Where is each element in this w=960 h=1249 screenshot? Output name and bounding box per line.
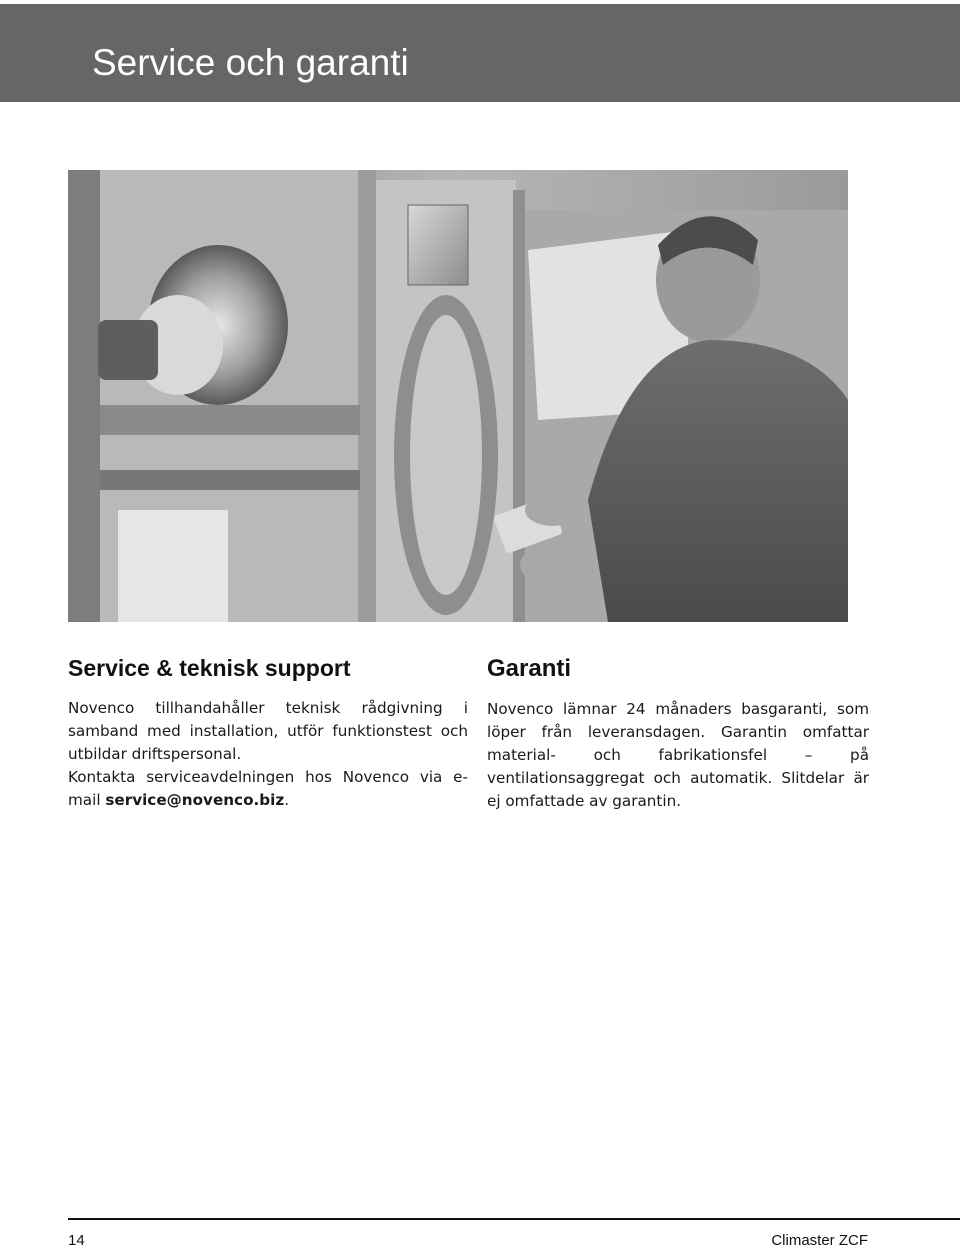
warranty-heading: Garanti — [487, 655, 572, 682]
photo-illustration — [68, 170, 848, 622]
service-paragraph-2 — [68, 766, 468, 812]
warranty-section — [487, 655, 869, 813]
service-email-link[interactable]: service@novenco.biz — [105, 790, 285, 809]
page-number: 14 — [68, 1232, 85, 1249]
contact-text-end: . — [284, 790, 290, 809]
technician-photo — [68, 170, 848, 622]
service-section — [68, 655, 468, 812]
page-title: Service och garanti — [92, 42, 409, 83]
header-band — [0, 4, 960, 102]
contact-text: Kontakta serviceavdelningen hos Novenco via e-mail — [68, 767, 468, 809]
service-paragraph-1: Novenco tillhandahåller teknisk rådgivning i samband med installation, utför funktionstest och utbildar driftspersonal. — [68, 698, 468, 763]
warranty-paragraph: Novenco lämnar 24 månaders basgaranti, som löper från leveransdagen. Garantin omfattar material- och fabrikationsfel – på ventilationsaggregat och automatik. Slitdelar är ej omfattade av garantin. — [487, 699, 869, 810]
footer-rule — [68, 1218, 960, 1220]
product-name: Climaster ZCF — [771, 1232, 868, 1249]
service-heading: Service & teknisk support — [68, 655, 351, 681]
